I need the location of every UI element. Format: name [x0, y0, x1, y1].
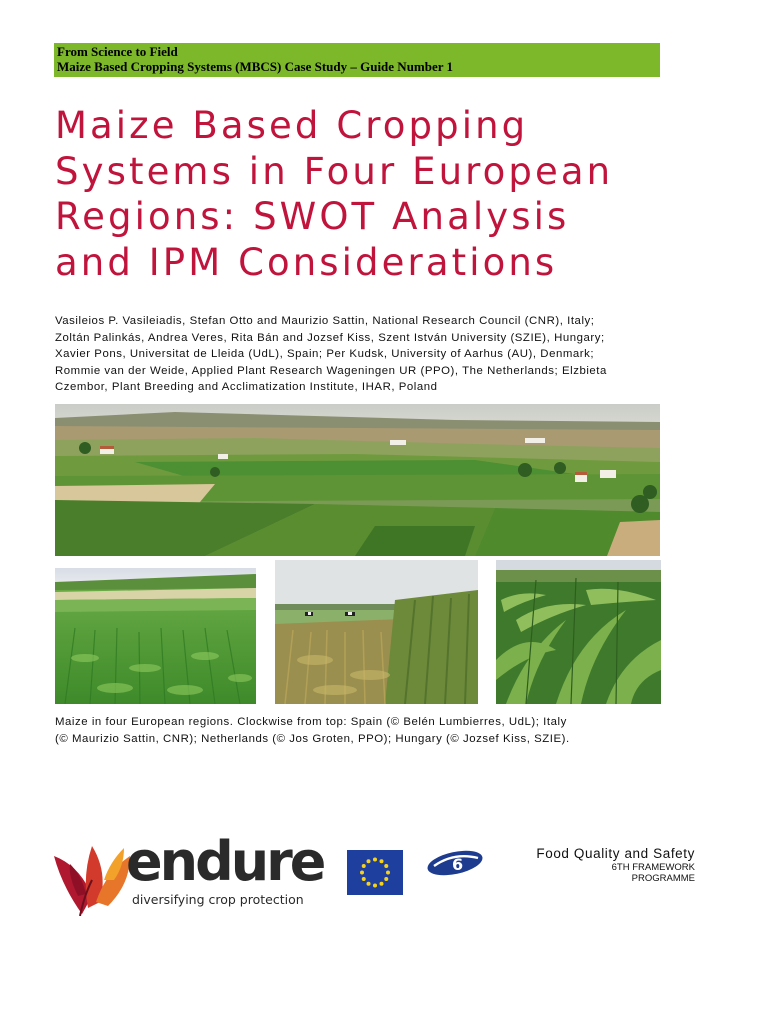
authors-block [55, 313, 695, 396]
title-line: and IPM Considerations [55, 240, 558, 284]
title-line: Systems in Four European [55, 149, 614, 193]
authors-line: Czembor, Plant Breeding and Acclimatization Institute, IHAR, Poland [55, 381, 438, 393]
programme-subtitle: 6TH FRAMEWORK [611, 862, 695, 873]
programme-label [480, 846, 695, 884]
authors-line: Vasileios P. Vasileiadis, Stefan Otto and Maurizio Sattin, National Research Council (CNR), Italy; [55, 315, 595, 327]
series-name: From Science to Field [57, 44, 178, 59]
photo-netherlands-field [275, 560, 478, 704]
programme-subtitle: PROGRAMME [631, 873, 695, 884]
guide-subtitle: Maize Based Cropping Systems (MBCS) Case Study – Guide Number 1 [57, 59, 454, 74]
endure-logo [52, 830, 326, 916]
authors-line: Zoltán Palinkás, Andrea Veres, Rita Bán and Jozsef Kiss, Szent István University (SZIE), Hungary; [55, 331, 605, 344]
endure-wordmark: endure [126, 830, 324, 893]
header-banner [54, 43, 660, 77]
caption-line: Maize in four European regions. Clockwise from top: Spain (© Belén Lumbierres, UdL); Italy [55, 716, 567, 728]
svg-text:6: 6 [452, 855, 464, 874]
leaf-icon [52, 836, 134, 916]
title-line: Regions: SWOT Analysis [55, 195, 570, 238]
caption-line: (© Maurizio Sattin, CNR); Netherlands (© Jos Groten, PPO); Hungary (© Jozsef Kiss, SZIE). [55, 732, 570, 745]
authors-line: Rommie van der Weide, Applied Plant Research Wageningen UR (PPO), The Netherlands; Elzbieta [55, 364, 607, 377]
photo-hungary-field [55, 568, 256, 704]
fp6-logo-icon [426, 848, 484, 878]
endure-tagline: diversifying crop protection [132, 892, 304, 907]
photo-caption [55, 714, 695, 747]
programme-title: Food Quality and Safety [536, 846, 695, 861]
authors-line: Xavier Pons, Universitat de Lleida (UdL), Spain; Per Kudsk, University of Aarhus (AU), Denmark; [55, 348, 595, 360]
document-title [55, 103, 705, 285]
title-line: Maize Based Cropping [55, 104, 529, 147]
photo-spain-landscape [55, 404, 660, 556]
photo-italy-closeup [496, 560, 661, 704]
eu-flag-icon [347, 850, 403, 895]
